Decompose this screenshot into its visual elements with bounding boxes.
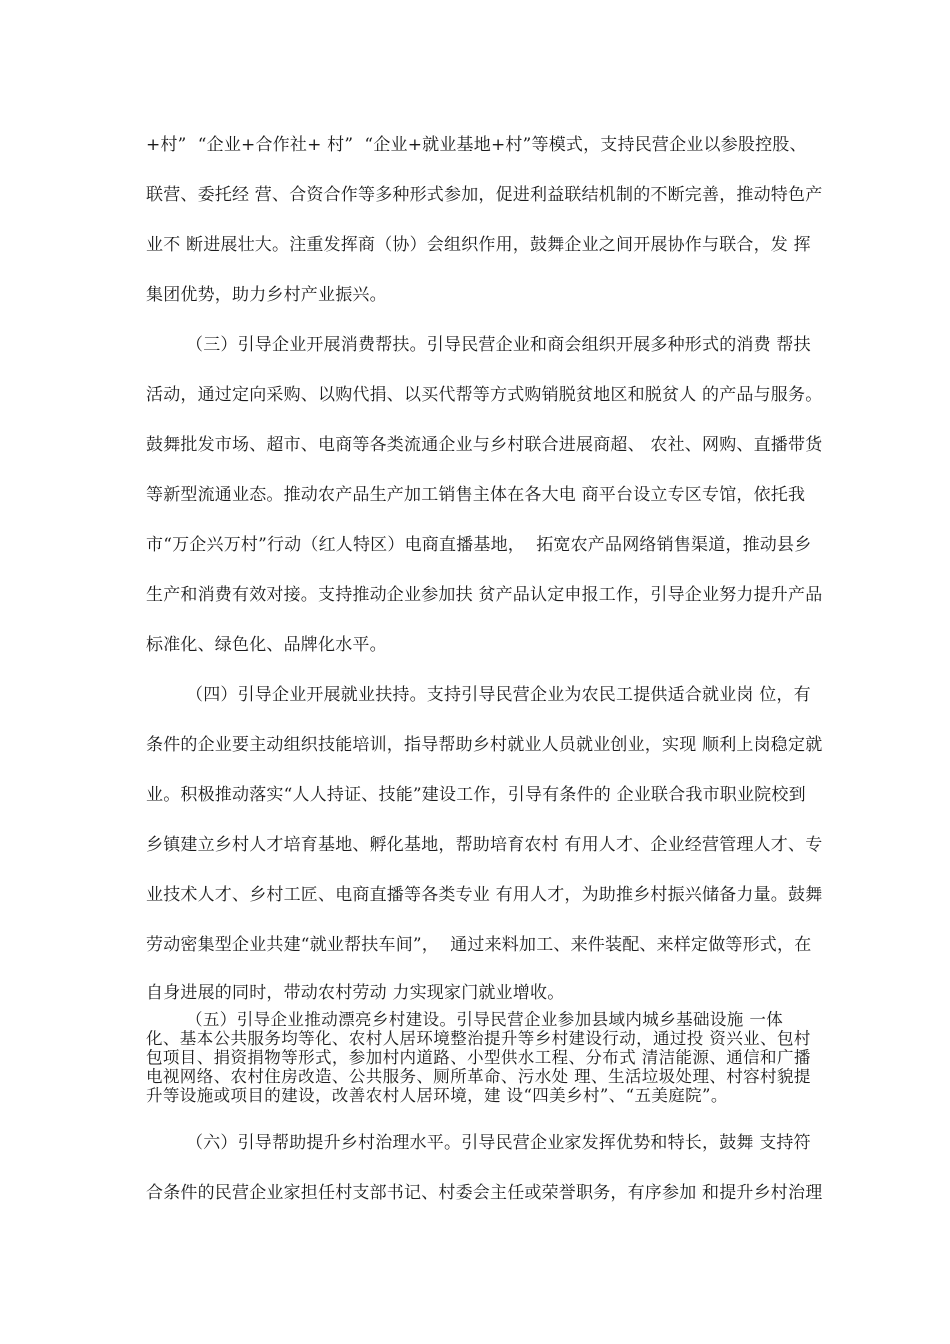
text-line: 乡镇建立乡村人才培育基地、孵化基地，帮助培育农村 有用人才、企业经营管理人才、专 — [146, 835, 823, 855]
text-line: 集团优势，助力乡村产业振兴。 — [146, 285, 387, 305]
text-line: 业。积极推动落实“人人持证、技能”建设工作，引导有条件的 企业联合我市职业院校到 — [146, 785, 806, 805]
text-line: 业技术人才、乡村工匠、电商直播等各类专业 有用人才，为助推乡村振兴储备力量。鼓舞 — [146, 885, 823, 905]
text-line: 升等设施或项目的建设，改善农村人居环境，建 设“四美乡村”、“五美庭院”。 — [146, 1086, 728, 1105]
text-line: 联营、委托经 营、合资合作等多种形式参加，促进利益联结机制的不断完善，推动特色产 — [146, 185, 823, 205]
paragraph-heading-line: （六）引导帮助提升乡村治理水平。引导民营企业家发挥优势和特长，鼓舞 支持符 — [186, 1133, 811, 1153]
paragraph-heading-line: （五）引导企业推动漂亮乡村建设。引导民营企业参加县域内城乡基础设施 一体 — [186, 1010, 784, 1029]
text-line: 业不 断进展壮大。注重发挥商（协）会组织作用，鼓舞企业之间开展协作与联合，发 挥 — [146, 235, 811, 255]
text-line: 活动，通过定向采购、以购代捐、以买代帮等方式购销脱贫地区和脱贫人 的产品与服务。 — [146, 385, 823, 405]
text-line: 等新型流通业态。推动农产品生产加工销售主体在各大电 商平台设立专区专馆，依托我 — [146, 485, 806, 505]
text-line: 自身进展的同时，带动农村劳动 力实现家门就业增收。 — [146, 983, 565, 1003]
text-line: 市“万企兴万村”行动（红人特区）电商直播基地， 拓宽农产品网络销售渠道，推动县乡 — [146, 535, 812, 555]
text-line: 劳动密集型企业共建“就业帮扶车间”， 通过来料加工、来件装配、来样定做等形式，在 — [146, 935, 812, 955]
text-line: 条件的企业要主动组织技能培训，指导帮助乡村就业人员就业创业，实现 顺利上岗稳定就 — [146, 735, 823, 755]
paragraph-heading-line: （四）引导企业开展就业扶持。支持引导民营企业为农民工提供适合就业岗 位，有 — [186, 685, 811, 705]
text-line: 合条件的民营企业家担任村支部书记、村委会主任或荣誉职务，有序参加 和提升乡村治理 — [146, 1183, 823, 1203]
text-line: 电视网络、农村住房改造、公共服务、厕所革命、污水处 理、生活垃圾处理、村容村貌提 — [146, 1067, 811, 1086]
paragraph-heading-line: （三）引导企业开展消费帮扶。引导民营企业和商会组织开展多种形式的消费 帮扶 — [186, 335, 811, 355]
text-line: 包项目、捐资捐物等形式，参加村内道路、小型供水工程、分布式 清洁能源、通信和广播 — [146, 1048, 811, 1067]
text-line: 生产和消费有效对接。支持推动企业参加扶 贫产品认定申报工作，引导企业努力提升产品 — [146, 585, 823, 605]
text-line: 鼓舞批发市场、超市、电商等各类流通企业与乡村联合进展商超、 农社、网购、直播带货 — [146, 435, 823, 455]
text-line: 标准化、绿色化、品牌化水平。 — [146, 635, 387, 655]
text-line: 化、基本公共服务均等化、农村人居环境整治提升等乡村建设行动，通过投 资兴业、包村 — [146, 1029, 811, 1048]
text-line: +村” “企业+合作社+ 村” “企业+就业基地+村”等模式，支持民营企业以参股控股、 — [146, 135, 807, 155]
